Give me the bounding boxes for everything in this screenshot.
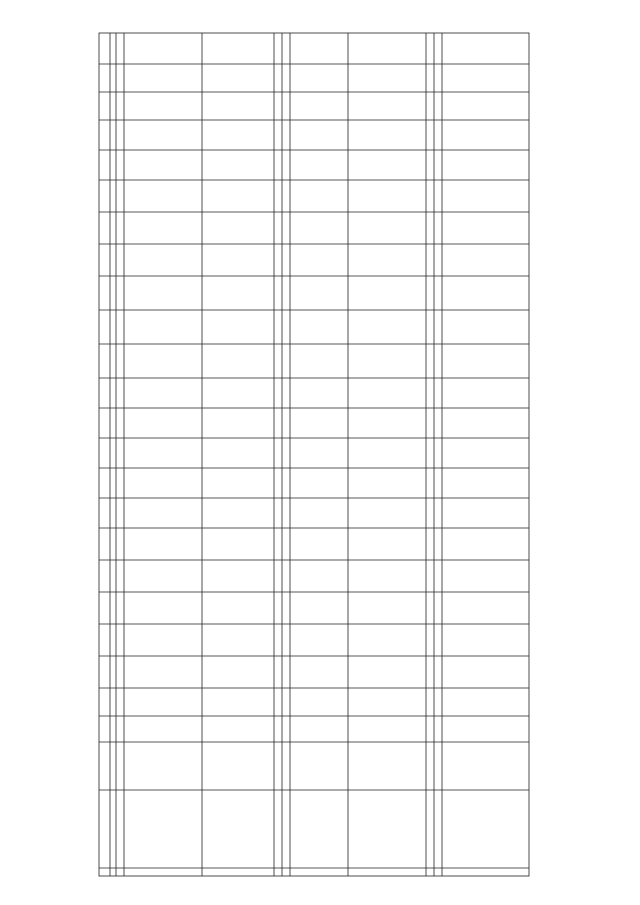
aviation-name xyxy=(444,792,528,868)
vmp-not-included-name xyxy=(204,792,274,868)
blood-conditional-name xyxy=(350,792,384,868)
blood-conditional-indicator xyxy=(384,742,426,790)
vmp-services-name xyxy=(128,792,202,868)
aviation-indicator xyxy=(480,744,510,790)
vmp-services-indicator xyxy=(128,744,202,790)
blood-procurement-name xyxy=(292,792,348,868)
vmp-not-included-indicator xyxy=(240,744,270,790)
